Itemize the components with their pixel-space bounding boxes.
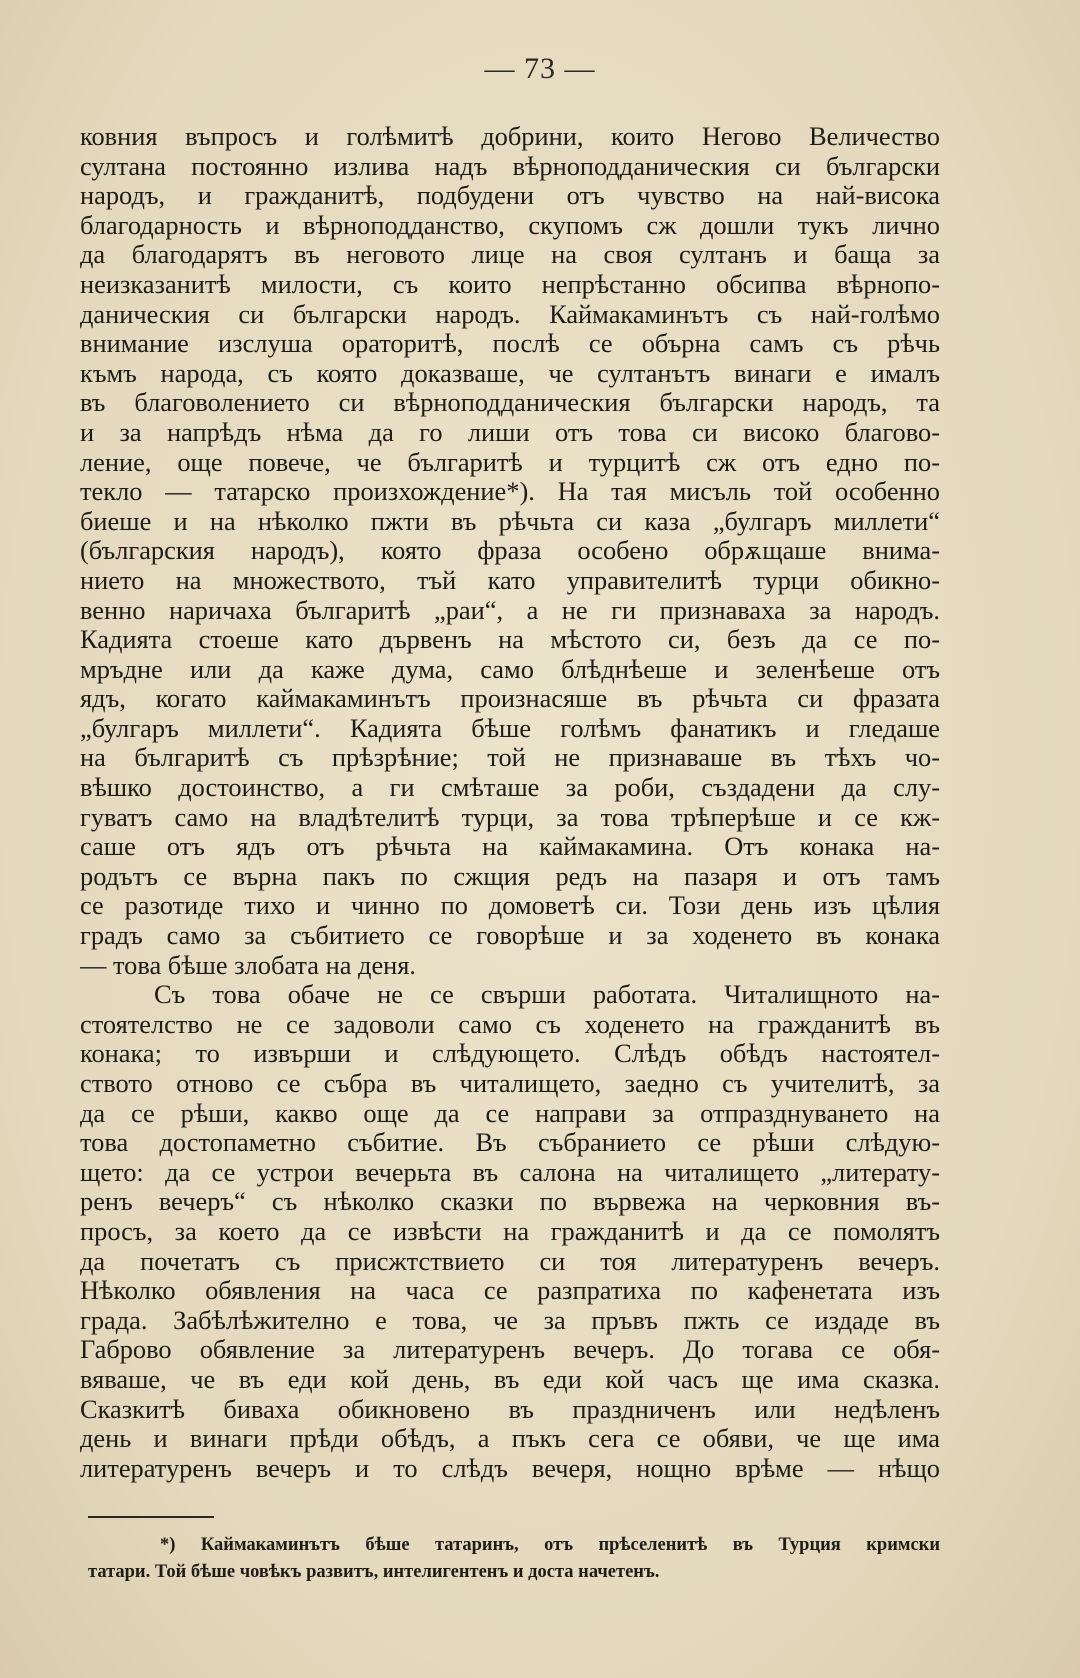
- text-line: — това бѣше злобата на деня.: [80, 950, 417, 980]
- text-line: просъ, за което да се извѣсти на гражданитѣ и да се помолятъ: [80, 1216, 940, 1246]
- text-line: венно наричаха българитѣ „раи“, а не ги признаваха за народъ.: [80, 595, 940, 625]
- text-line: вѣшко достоинство, а ги смѣташе за роби, създадени да слу-: [80, 773, 940, 803]
- text-line: да почетатъ съ присжтствието си тоя литературенъ вечеръ.: [80, 1246, 940, 1276]
- text-line: текло — татарско произхождение*). На тая мисъль той особенно: [80, 477, 940, 507]
- text-line: литературенъ вечеръ и то слѣдъ вечеря, нощно врѣме — нѣщо: [80, 1453, 940, 1483]
- text-line: на българитѣ съ прѣзрѣние; той не признаваше въ тѣхъ чо-: [80, 743, 940, 773]
- text-line: благодарность и вѣрноподданство, скупомъ сж дошли тукъ лично: [80, 210, 940, 240]
- footnote: [88, 1532, 940, 1586]
- text-line: стоятелство не се задоволи само съ ходенето на гражданитѣ въ: [80, 1009, 940, 1039]
- text-line: „булгаръ миллети“. Кадията бѣше голѣмъ фанатикъ и гледаше: [80, 713, 940, 743]
- footnote-line: татари. Той бѣше човѣкъ развитъ, интелигентенъ и доста начетенъ.: [88, 1562, 660, 1582]
- text-line: се разотиде тихо и чинно по домоветѣ си. Този день изъ цѣлия: [80, 891, 940, 921]
- text-line: ление, още повече, че българитѣ и турцитѣ сж отъ едно по-: [80, 447, 940, 477]
- text-line: ството отново се събра въ читалището, заедно съ учителитѣ, за: [80, 1069, 940, 1098]
- footnote-divider: [88, 1516, 214, 1518]
- text-line: Съ това обаче не се свърши работата. Читалищното на-: [154, 980, 940, 1010]
- text-line: нието на множеството, тъй като управителитѣ турци обикно-: [80, 565, 940, 595]
- text-line: да благодарятъ въ неговото лице на своя султанъ и баща за: [80, 240, 940, 270]
- page-number: — 73 —: [484, 52, 596, 85]
- text-line: това достопаметно събитие. Въ събранието се рѣши слѣдую-: [80, 1128, 940, 1158]
- text-line: Кадията стоеше като дървенъ на мѣстото си, безъ да се по-: [80, 625, 940, 655]
- body-text: [80, 122, 940, 1483]
- text-line: Сказкитѣ биваха обикновено въ праздниченъ или недѣленъ: [80, 1394, 940, 1424]
- text-line: конака; то извърши и слѣдующето. Слѣдъ обѣдъ настоятел-: [80, 1039, 940, 1069]
- text-line: день и винаги прѣди обѣдъ, а пъкъ сега се обяви, че ще има: [80, 1424, 940, 1454]
- text-line: биеше и на нѣколко пжти въ рѣчьта си каза „булгаръ миллети“: [80, 506, 940, 536]
- text-line: мръдне или да каже дума, само блѣднѣеше и зеленѣеше отъ: [80, 654, 940, 684]
- text-line: Габрово обявление за литературенъ вечеръ. До тогава се обя-: [80, 1335, 940, 1365]
- text-line: даническия си български народъ. Каймакаминътъ съ най-голѣмо: [80, 299, 940, 329]
- text-line: внимание изслуша ораторитѣ, послѣ се обърна самъ съ рѣчь: [80, 329, 940, 359]
- text-line: гуватъ само на владѣтелитѣ турци, за това трѣперѣше и се кж-: [80, 802, 940, 832]
- text-line: града. Забѣлѣжително е това, че за пръвъ пжть се издаде въ: [80, 1305, 940, 1335]
- text-line: къмъ народа, съ която доказваше, че султанътъ винаги е ималъ: [80, 358, 940, 388]
- text-line: Нѣколко обявления на часа се разпратиха по кафенетата изъ: [80, 1276, 940, 1306]
- footnote-line: *) Каймакаминътъ бѣше татаринъ, отъ прѣселенитѣ въ Турция кримски: [160, 1535, 940, 1555]
- text-line: ковния въпросъ и голѣмитѣ добрини, които Негово Величество: [80, 122, 940, 151]
- text-line: неизказанитѣ милости, съ които непрѣстанно обсипва вѣрнопо-: [80, 269, 940, 299]
- text-line: султана постоянно излива надъ вѣрноподданическия си български: [80, 151, 940, 181]
- text-line: родътъ се върна пакъ по сжщия редъ на пазаря и отъ тамъ: [80, 861, 940, 891]
- text-line: ядъ, когато каймакаминътъ произнасяше въ рѣчьта си фразата: [80, 684, 940, 714]
- text-line: ренъ вечеръ“ съ нѣколко сказки по вървежа на черковния въ-: [80, 1187, 940, 1217]
- text-line: да се рѣши, какво още да се направи за отпразднуването на: [80, 1098, 940, 1128]
- text-line: народъ, и гражданитѣ, подбудени отъ чувство на най-висока: [80, 181, 940, 211]
- text-line: саше отъ ядъ отъ рѣчьта на каймакамина. Отъ конака на-: [80, 832, 940, 862]
- text-line: (българския народъ), която фраза особено обрѫщаше внима-: [80, 536, 940, 566]
- text-line: и за напрѣдъ нѣма да го лиши отъ това си високо благово-: [80, 417, 940, 447]
- text-line: вяваше, че въ еди кой день, въ еди кой часъ ще има сказка.: [80, 1364, 940, 1394]
- text-line: щето: да се устрои вечерьта въ салона на читалището „литерату-: [80, 1157, 940, 1187]
- text-line: въ благоволението си вѣрноподданическия български народъ, та: [80, 388, 940, 418]
- text-line: градъ само за събитието се говорѣше и за ходенето въ конака: [80, 921, 940, 951]
